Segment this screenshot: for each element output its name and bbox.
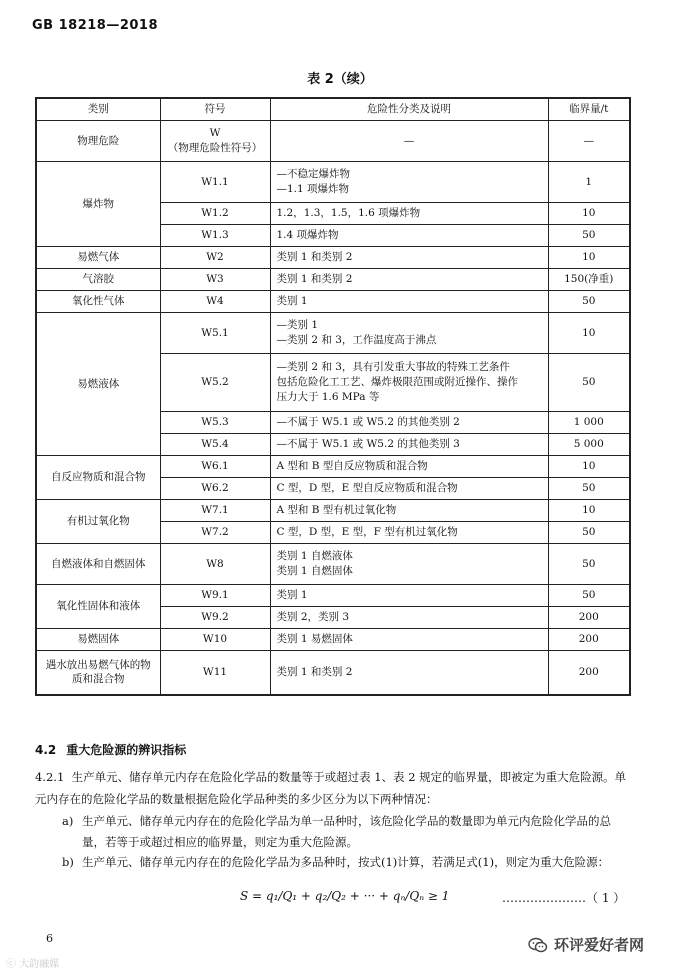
symbol-cell: W1.3 [160,225,270,247]
formula: S = q₁/Q₁ + q₂/Q₂ + ··· + qₙ/Qₙ ≥ 1 [240,889,450,903]
table-row [36,313,630,354]
description-cell: —类别 2 和 3，具有引发重大事故的特殊工艺条件 包括危险化工工艺、爆炸极限范围或附近操作、操作 压力大于 1.6 MPa 等 [270,354,548,412]
table-row [36,651,630,695]
threshold-cell: — [548,121,630,162]
threshold-cell: 200 [548,607,630,629]
category-cell: 氧化性固体和液体 [36,585,160,629]
list-text: 生产单元、储存单元内存在的危险化学品为单一品种时，该危险化学品的数量即为单元内危险化学品的总量，若等于或超过相应的临界量，则定为重大危险源。 [82,814,611,849]
description-cell: —不稳定爆炸物 —1.1 项爆炸物 [270,162,548,203]
symbol-cell: W5.1 [160,313,270,354]
category-cell: 有机过氧化物 [36,500,160,544]
description-cell: 1.2，1.3，1.5，1.6 项爆炸物 [270,203,548,225]
hazard-table [35,97,631,696]
threshold-cell: 200 [548,629,630,651]
description-cell: 类别 1 和类别 2 [270,269,548,291]
threshold-cell: 10 [548,247,630,269]
description-cell: — [270,121,548,162]
category-cell: 易燃液体 [36,313,160,456]
symbol-cell: W3 [160,269,270,291]
threshold-cell: 50 [548,522,630,544]
symbol-cell: W10 [160,629,270,651]
table-row [36,162,630,203]
description-cell: 类别 1 和类别 2 [270,651,548,695]
watermark-right-text: 环评爱好者网 [554,936,645,954]
threshold-cell: 50 [548,544,630,585]
description-cell: 类别 1 [270,585,548,607]
category-cell: 爆炸物 [36,162,160,247]
page-number: 6 [46,932,53,945]
threshold-cell: 1 000 [548,412,630,434]
column-header: 符号 [160,98,270,121]
category-cell: 易燃固体 [36,629,160,651]
table-row [36,291,630,313]
symbol-cell: W4 [160,291,270,313]
category-cell: 气溶胶 [36,269,160,291]
symbol-cell: W1.2 [160,203,270,225]
list-marker: a) [62,814,74,828]
symbol-cell: W11 [160,651,270,695]
symbol-cell: W6.2 [160,478,270,500]
list-text: 生产单元、储存单元内存在的危险化学品为多品种时，按式(1)计算，若满足式(1)，则定为重大危险源： [82,855,610,869]
threshold-cell: 5 000 [548,434,630,456]
table-row [36,269,630,291]
formula-number: …………………（ 1 ） [502,891,626,905]
table-row [36,544,630,585]
symbol-cell: W （物理危险性符号） [160,121,270,162]
table-row [36,456,630,478]
column-header: 临界量/t [548,98,630,121]
section-title: 重大危险源的辨识指标 [66,743,187,757]
threshold-cell: 50 [548,585,630,607]
symbol-cell: W7.2 [160,522,270,544]
description-cell: —不属于 W5.1 或 W5.2 的其他类别 2 [270,412,548,434]
symbol-cell: W6.1 [160,456,270,478]
threshold-cell: 50 [548,225,630,247]
category-cell: 自燃液体和自燃固体 [36,544,160,585]
threshold-cell: 150(净重) [548,269,630,291]
description-cell: 类别 1 易燃固体 [270,629,548,651]
threshold-cell: 10 [548,313,630,354]
symbol-cell: W8 [160,544,270,585]
symbol-cell: W5.3 [160,412,270,434]
threshold-cell: 10 [548,500,630,522]
threshold-cell: 50 [548,354,630,412]
symbol-cell: W9.2 [160,607,270,629]
symbol-cell: W9.1 [160,585,270,607]
category-cell: 物理危险 [36,121,160,162]
table-row [36,247,630,269]
symbol-cell: W7.1 [160,500,270,522]
wechat-icon [528,937,548,953]
paragraph-text: 生产单元、储存单元内存在危险化学品的数量等于或超过表 1、表 2 规定的临界量，即被定为重大危险源。单元内存在的危险化学品的数量根据危险化学品种类的多少区分为以下两种情况： [35,770,627,806]
symbol-cell: W5.2 [160,354,270,412]
description-cell: —不属于 W5.1 或 W5.2 的其他类别 3 [270,434,548,456]
description-cell: —类别 1 —类别 2 和 3，工作温度高于沸点 [270,313,548,354]
description-cell: 类别 2，类别 3 [270,607,548,629]
table-row [36,585,630,607]
symbol-cell: W2 [160,247,270,269]
table-title: 表 2（续） [307,72,373,87]
description-cell: 类别 1 [270,291,548,313]
category-cell: 易燃气体 [36,247,160,269]
section-heading [35,741,196,758]
description-cell: 1.4 项爆炸物 [270,225,548,247]
threshold-cell: 10 [548,203,630,225]
table-row [36,500,630,522]
column-header: 类别 [36,98,160,121]
threshold-cell: 50 [548,478,630,500]
category-cell: 氧化性气体 [36,291,160,313]
table-row [36,629,630,651]
threshold-cell: 10 [548,456,630,478]
description-cell: A 型和 B 型有机过氧化物 [270,500,548,522]
description-cell: 类别 1 和类别 2 [270,247,548,269]
list-marker: b) [62,855,74,869]
description-cell: 类别 1 自燃液体 类别 1 自燃固体 [270,544,548,585]
table-header-row [36,98,630,121]
column-header: 危险性分类及说明 [270,98,548,121]
standard-code: GB 18218—2018 [32,18,159,33]
watermark-right [528,934,644,955]
symbol-cell: W5.4 [160,434,270,456]
description-cell: C 型，D 型，E 型，F 型有机过氧化物 [270,522,548,544]
description-cell: C 型，D 型，E 型自反应物质和混合物 [270,478,548,500]
section-number: 4.2 [35,743,57,757]
symbol-cell: W1.1 [160,162,270,203]
watermark-left: ⓒ 大韵融媒 [6,959,60,970]
paragraph-4-2-1 [35,766,635,810]
category-cell: 自反应物质和混合物 [36,456,160,500]
threshold-cell: 1 [548,162,630,203]
threshold-cell: 200 [548,651,630,695]
category-cell: 遇水放出易燃气体的物质和混合物 [36,651,160,695]
table-row [36,121,630,162]
threshold-cell: 50 [548,291,630,313]
description-cell: A 型和 B 型自反应物质和混合物 [270,456,548,478]
paragraph-number: 4.2.1 [35,770,65,784]
